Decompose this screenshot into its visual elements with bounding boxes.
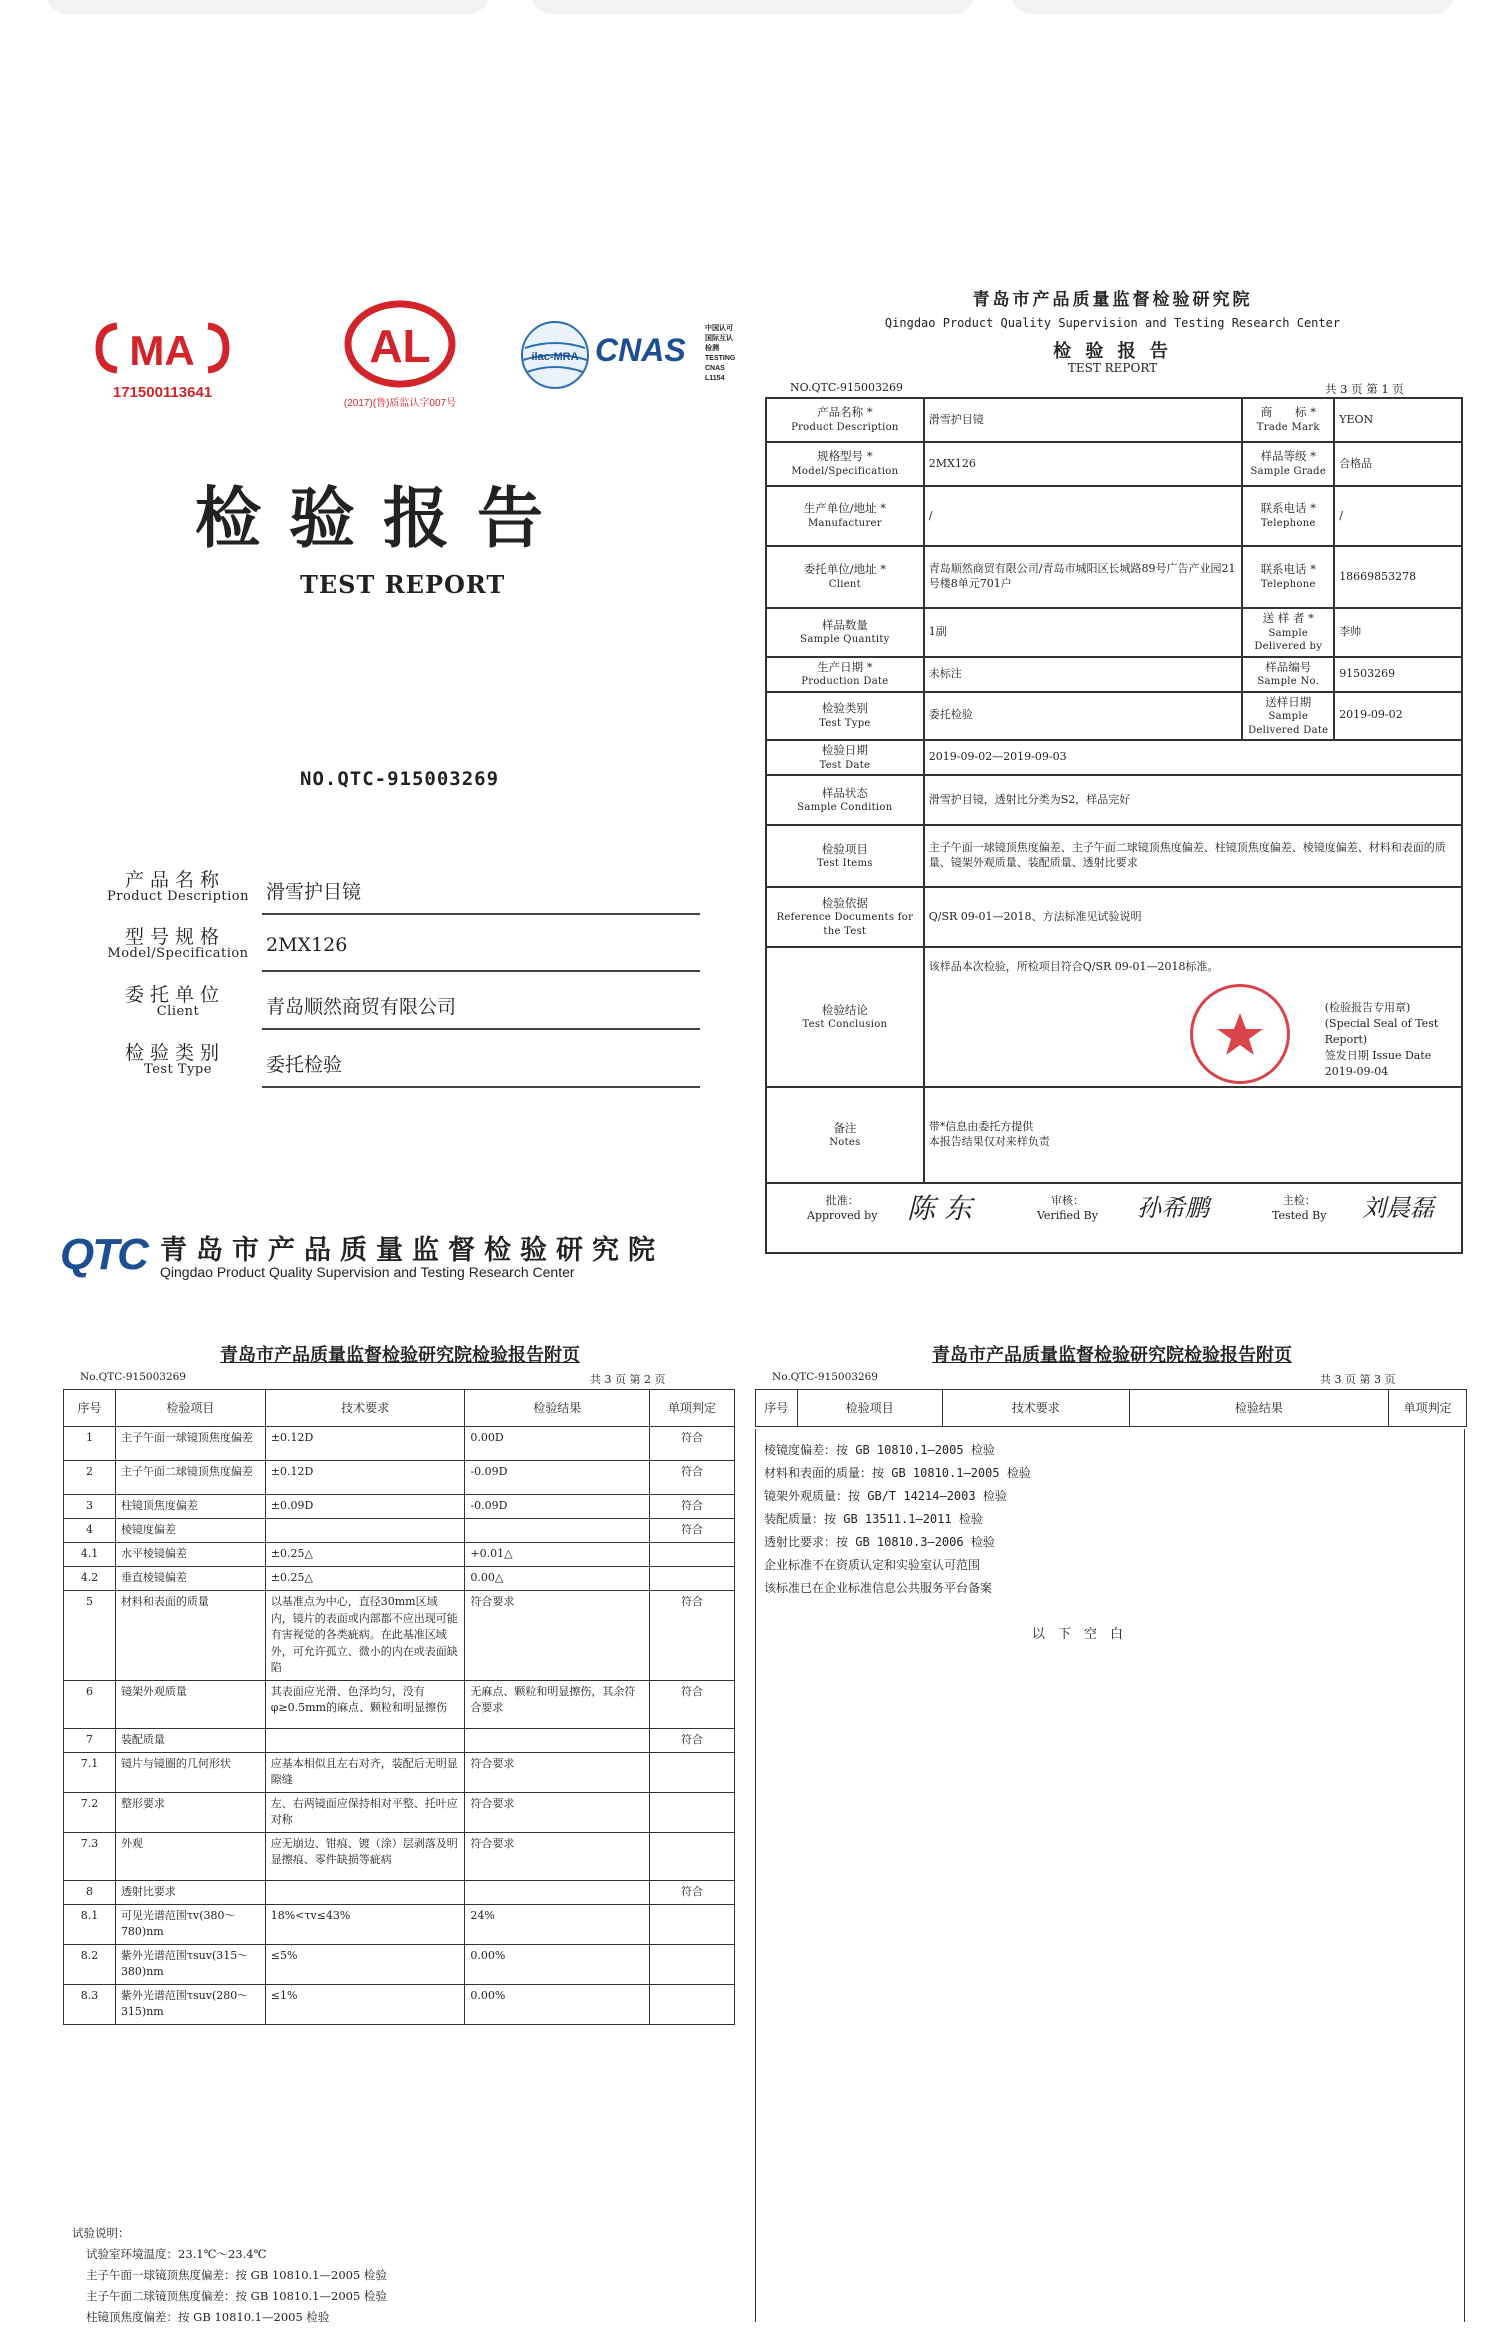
cma-icon [95,318,230,378]
label-cn: 检验项目 [821,841,868,856]
cma-number: 171500113641 [112,384,213,401]
label-cn: 样品数量 [821,617,868,632]
table-cell: 主子午面二球镜顶焦度偏差 [115,1461,265,1495]
cover-org-cn: 青岛市产品质量监督检验研究院 [160,1235,664,1266]
seal-line: 签发日期 Issue Date [1324,1049,1432,1063]
cell-value: 2MX126 [924,442,1243,486]
label-cn: 检验类别 [821,701,868,716]
cell-value: 李帅 [1334,608,1462,657]
cnas-line: 检测 [705,345,719,352]
cell-value: 2019-09-02—2019-09-03 [924,740,1462,775]
column-header: 检验项目 [797,1390,942,1427]
label-en: Sample Grade [1250,466,1327,477]
label-en: Sample Delivered Date [1248,711,1329,736]
table-cell: 紫外光谱范围τsuv(315～380)nm [115,1944,265,1984]
table-cell: 8.2 [64,1944,116,1984]
cal-logo [320,300,480,410]
field-value: 滑雪护目镜 [266,881,362,903]
seal-line: 2019-09-04 [1324,1065,1389,1079]
cell-value: 合格品 [1334,442,1462,486]
column-header: 单项判定 [1389,1390,1467,1427]
cell-label [1242,608,1334,657]
label-cn: 联系电话 * [1260,562,1316,577]
table-cell [265,1519,465,1543]
table-cell: 8.1 [64,1904,116,1944]
column-header: 检验结果 [465,1390,650,1427]
cover-page [60,280,750,1300]
label-en: Test Conclusion [802,1019,888,1031]
cell-label [766,887,924,947]
cell-value: 1副 [924,608,1243,657]
seal-line: (检验报告专用章) [1324,1001,1411,1015]
table-cell: 材料和表面的质量 [115,1591,265,1681]
cell-value: / [1334,486,1462,546]
table-cell: 外观 [115,1832,265,1880]
table-cell: 无麻点、颗粒和明显擦伤，其余符合要求 [465,1680,650,1728]
table-cell: -0.09D [465,1461,650,1495]
table-row [64,1427,735,1461]
table-cell [650,1567,735,1591]
label-cn: 送样日期 [1265,694,1312,709]
label-cn: 送 样 者 * [1262,611,1314,625]
table-row [64,1880,735,1904]
cell-label [766,442,924,486]
table-row [64,1792,735,1832]
top-tab-2[interactable] [530,0,975,14]
label-en: Verified By [1037,1208,1098,1222]
table-cell: 应基本相似且左右对齐，装配后无明显隙缝 [265,1752,465,1792]
label-en: Tested By [1272,1208,1327,1222]
att2-page: 共 3 页 第 3 页 [1320,1373,1396,1386]
label-en: Telephone [1260,518,1316,529]
cnas-line: CNAS L1154 [705,365,725,382]
table-cell: 镜架外观质量 [115,1680,265,1728]
table-cell: 透射比要求 [115,1880,265,1904]
table-cell [465,1880,650,1904]
table-cell: 符合要求 [465,1752,650,1792]
table-row [64,1461,735,1495]
cnas-text: CNAS [595,332,686,368]
column-header: 检验结果 [1129,1390,1388,1427]
cell-label [766,825,924,887]
cell-value: 2019-09-02 [1334,692,1462,741]
note-line: 柱镜顶焦度偏差：按 GB 10810.1—2005 检验 [86,2310,330,2324]
table-cell [265,1728,465,1752]
cell-label [766,608,924,657]
table-cell: 4 [64,1519,116,1543]
column-header: 序号 [756,1390,798,1427]
cell-value: 委托检验 [924,692,1243,741]
table-row [64,1519,735,1543]
table-cell: 可见光谱范围τv(380～780)nm [115,1904,265,1944]
cell-value: 滑雪护目镜，透射比分类为S2，样品完好 [924,775,1462,825]
att2-end: 以 下 空 白 [1032,1627,1124,1642]
label-cn: 主检： [1282,1194,1316,1208]
table-cell: 垂直棱镜偏差 [115,1567,265,1591]
report-table [765,397,1463,1254]
notes-title: 试验说明： [72,2226,130,2240]
att2-no: No.QTC-915003269 [772,1371,878,1383]
label-cn: 检验依据 [821,895,868,910]
cell-label [1242,546,1334,608]
field-sublabel: Client [156,1004,200,1019]
report-page-no: 共 3 页 第 1 页 [1325,382,1404,396]
table-cell: ≤1% [265,1984,465,2024]
column-header: 技术要求 [942,1390,1129,1427]
test-method-line: 该标准已在企业标准信息公共服务平台备案 [764,1581,993,1595]
tested-label [1272,1194,1326,1224]
cell-value: 滑雪护目镜 [924,398,1243,442]
qtc-logo: QTC [60,1230,147,1279]
star-icon [1193,987,1287,1081]
table-cell [650,1792,735,1832]
table-cell: ±0.12D [265,1461,465,1495]
label-cn: 检验结论 [821,1002,868,1017]
label-cn: 备注 [833,1120,857,1135]
cell-label [766,947,924,1087]
approved-signature: 陈 东 [907,1192,972,1226]
table-row [64,1591,735,1681]
cover-field-testtype [100,1038,700,1092]
field-label: 产品名称 [124,869,225,891]
note-line: 本报告结果仅对来样负责 [928,1135,1050,1149]
table-cell: 左、右两镜面应保持相对平整、托叶应对称 [265,1792,465,1832]
att2-title: 青岛市产品质量监督检验研究院检验报告附页 [932,1345,1292,1366]
field-value: 青岛顺然商贸有限公司 [266,996,457,1018]
report-page-1 [760,285,1465,1295]
cma-logo [95,318,230,408]
test-method-line: 企业标准不在资质认定和实验室认可范围 [764,1558,981,1572]
label-en: Product Description [791,422,899,433]
notes-cell [924,1087,1462,1183]
label-en: Model/Specification [791,466,899,477]
table-cell: 水平棱镜偏差 [115,1543,265,1567]
table-cell: 符合要求 [465,1591,650,1681]
label-cn: 联系电话 * [1260,501,1316,516]
signature-row [766,1183,1462,1253]
table-cell: 符合 [650,1427,735,1461]
label-en: Sample No. [1257,676,1320,688]
table-cell: 8 [64,1880,116,1904]
cell-label [1242,692,1334,741]
table-cell [650,1543,735,1567]
table-cell: ±0.25△ [265,1567,465,1591]
cnas-line: TESTING [705,355,736,362]
field-sublabel: Test Type [144,1062,212,1077]
label-cn: 规格型号 * [817,449,873,464]
table-cell: 应无崩边、钳痕、镀（涂）层剥落及明显擦痕、零件缺损等疵病 [265,1832,465,1880]
table-cell: 其表面应光滑、色泽均匀，没有φ≥0.5mm的麻点、颗粒和明显擦伤 [265,1680,465,1728]
test-method-line: 棱镜度偏差：按 GB 10810.1—2005 检验 [764,1443,995,1457]
label-en: Trade Mark [1256,422,1320,433]
cell-value: 未标注 [924,657,1243,692]
table-cell: 18%<τv≤43% [265,1904,465,1944]
cell-value: 青岛顺然商贸有限公司/青岛市城阳区长城路89号广告产业园21号楼8单元701户 [924,546,1243,608]
label-cn: 样品等级 * [1260,449,1316,464]
cal-icon [320,300,480,388]
table-cell: 4.1 [64,1543,116,1567]
table-cell: ±0.12D [265,1427,465,1461]
note-line: 主子午面二球镜顶焦度偏差：按 GB 10810.1—2005 检验 [86,2289,387,2303]
column-header: 单项判定 [650,1390,735,1427]
field-underline [262,913,700,915]
table-cell: 5 [64,1591,116,1681]
table-row [64,1984,735,2024]
table-cell [265,1880,465,1904]
table-cell: ±0.25△ [265,1543,465,1567]
cover-field-model [100,922,700,976]
label-cn: 商 标 * [1260,405,1316,420]
cover-field-client [100,980,700,1034]
label-en: Telephone [1260,579,1316,590]
cell-label [766,692,924,741]
test-method-line: 镜架外观质量：按 GB/T 14214—2003 检验 [764,1489,1007,1503]
test-method-line: 装配质量：按 GB 13511.1—2011 检验 [764,1512,983,1526]
label-en: Client [828,579,861,590]
cnas-line: 国际互认 [705,335,733,342]
table-cell [650,1904,735,1944]
cell-label [1242,442,1334,486]
label-cn: 样品状态 [821,785,868,800]
table-row [64,1944,735,1984]
seal-line: (Special Seal of Test Report) [1324,1017,1439,1047]
cell-label [766,486,924,546]
verified-label [1037,1194,1098,1224]
cell-value: Q/SR 09-01—2018、方法标准见试验说明 [924,887,1462,947]
table-cell: 符合 [650,1728,735,1752]
table-cell: 符合 [650,1495,735,1519]
table-cell [465,1519,650,1543]
att1-title: 青岛市产品质量监督检验研究院检验报告附页 [220,1345,580,1366]
label-cn: 生产日期 * [817,659,873,674]
field-sublabel: Model/Specification [107,946,249,961]
table-cell: 2 [64,1461,116,1495]
cover-title-en: TEST REPORT [300,570,506,599]
report-title-cn: 检 验 报 告 [1053,341,1172,362]
table-cell: 镜片与镜圈的几何形状 [115,1752,265,1792]
svg-text:MA: MA [129,327,195,374]
att1-no: No.QTC-915003269 [80,1371,186,1383]
label-cn: 批准： [825,1194,859,1208]
label-cn: 委托单位/地址 * [803,562,887,577]
table-row [64,1904,735,1944]
att1-notes [72,2223,387,2328]
table-cell: 符合 [650,1519,735,1543]
cell-value: YEON [1334,398,1462,442]
label-en: Test Items [817,858,873,870]
field-label: 委托单位 [124,984,225,1006]
att1-table [63,1389,735,2025]
cover-title-cn: 检验报告 [195,479,571,557]
table-cell: 0.00D [465,1427,650,1461]
conclusion-text: 该样品本次检验，所检项目符合Q/SR 09-01—2018标准。 [928,960,1219,974]
table-cell [650,1832,735,1880]
approved-label [807,1194,877,1224]
table-row [64,1543,735,1567]
label-en: Production Date [801,676,889,688]
label-en: Sample Condition [797,802,893,814]
table-row [64,1495,735,1519]
cover-org-en: Qingdao Product Quality Supervision and Testing Research Center [160,1264,575,1280]
table-cell: ≤5% [265,1944,465,1984]
table-cell: 7 [64,1728,116,1752]
cell-label [766,740,924,775]
field-label: 型号规格 [124,926,225,948]
table-cell: 柱镜顶焦度偏差 [115,1495,265,1519]
field-label: 检验类别 [124,1042,225,1064]
svg-text:ilac-MRA: ilac-MRA [531,351,579,363]
ilac-icon [515,320,595,390]
conclusion-cell [924,947,1462,1087]
report-no: NO.QTC-915003269 [790,381,903,394]
table-row [64,1680,735,1728]
table-cell: 棱镜度偏差 [115,1519,265,1543]
table-cell: 符合 [650,1880,735,1904]
cal-label: (2017)(鲁)质监认字007号 [343,398,457,409]
table-cell: 符合要求 [465,1832,650,1880]
label-en: Test Type [819,717,871,729]
table-cell: 8.3 [64,1984,116,2024]
column-header: 检验项目 [115,1390,265,1427]
attachment-page-2 [60,1335,740,2322]
red-seal-stamp [1190,984,1290,1084]
table-cell: 3 [64,1495,116,1519]
svg-text:AL: AL [369,320,431,372]
table-cell: 7.1 [64,1752,116,1792]
column-header: 序号 [64,1390,116,1427]
table-cell: 装配质量 [115,1728,265,1752]
label-cn: 产品名称 * [817,405,873,420]
table-cell: ±0.09D [265,1495,465,1519]
seal-text [1325,1000,1461,1080]
cell-label [766,546,924,608]
table-cell: 主子午面一球镜顶焦度偏差 [115,1427,265,1461]
label-cn: 生产单位/地址 * [803,501,887,516]
cell-label [766,657,924,692]
note-line: 试验室环境温度：23.1℃～23.4℃ [86,2247,267,2261]
table-cell: 以基准点为中心，直径30mm区域内，镜片的表面或内部都不应出现可能有害视觉的各类疵病。在此基准区域外，可允许孤立、微小的内在或表面缺陷 [265,1591,465,1681]
label-cn: 样品编号 [1265,659,1312,674]
cell-label [1242,398,1334,442]
label-en: Sample Delivered by [1254,627,1323,653]
note-line: 带*信息由委托方提供 [928,1120,1034,1134]
table-row [64,1728,735,1752]
table-cell: 符合要求 [465,1792,650,1832]
cell-value: 主子午面一球镜顶焦度偏差、主子午面二球镜顶焦度偏差、柱镜顶焦度偏差、棱镜度偏差、材料和表面的质量、镜架外观质量、装配质量、透射比要求 [924,825,1462,887]
cell-label [766,775,924,825]
table-cell: 7.3 [64,1832,116,1880]
cell-label [1242,657,1334,692]
cnas-logo [515,320,745,400]
report-org-cn: 青岛市产品质量监督检验研究院 [972,290,1253,310]
table-row [64,1752,735,1792]
label-en: Manufacturer [807,518,882,529]
table-cell: 24% [465,1904,650,1944]
label-en: Approved by [807,1208,878,1222]
table-cell [650,1944,735,1984]
cell-label [1242,486,1334,546]
label-cn: 检验日期 [821,743,868,758]
test-method-line: 材料和表面的质量：按 GB 10810.1—2005 检验 [764,1466,1031,1480]
table-cell [650,1752,735,1792]
field-value: 2MX126 [266,934,348,956]
tested-signature: 刘晨磊 [1362,1194,1434,1223]
label-en: Notes [829,1137,861,1149]
cell-value: 18669853278 [1334,546,1462,608]
cell-label [766,398,924,442]
table-cell [650,1984,735,2024]
table-cell: 紫外光谱范围τsuv(280～315)nm [115,1984,265,2024]
table-row [64,1832,735,1880]
table-cell: 符合 [650,1461,735,1495]
test-method-line: 透射比要求：按 GB 10810.3—2006 检验 [764,1535,995,1549]
att2-border [755,1429,1465,2322]
cnas-lines [705,324,745,384]
table-cell [465,1728,650,1752]
cell-value: 91503269 [1334,657,1462,692]
cnas-line: 中国认可 [705,325,733,332]
cover-field-product [100,865,700,919]
table-cell: 7.2 [64,1792,116,1832]
top-tab-3[interactable] [1010,0,1455,14]
label-en: Test Date [819,759,871,771]
field-sublabel: Product Description [107,889,249,904]
table-cell: 整形要求 [115,1792,265,1832]
verified-signature: 孙希鹏 [1137,1194,1209,1223]
field-underline [262,970,700,972]
label-en: Sample Quantity [800,634,890,646]
report-title-en: TEST REPORT [1067,361,1158,375]
table-row [64,1567,735,1591]
att2-table [755,1389,1467,1427]
table-cell: 0.00% [465,1984,650,2024]
table-cell: 6 [64,1680,116,1728]
field-value: 委托检验 [266,1054,343,1076]
table-cell: 符合 [650,1680,735,1728]
table-cell: 符合 [650,1591,735,1681]
att1-page: 共 3 页 第 2 页 [590,1373,666,1386]
cover-report-no: NO.QTC-915003269 [300,768,500,790]
table-cell: +0.01△ [465,1543,650,1567]
table-cell: 0.00△ [465,1567,650,1591]
field-underline [262,1086,700,1088]
label-cn: 审核： [1050,1194,1084,1208]
table-cell: 1 [64,1427,116,1461]
top-tab-1[interactable] [45,0,490,14]
column-header: 技术要求 [265,1390,465,1427]
attachment-page-3 [752,1335,1472,2322]
cell-label [766,1087,924,1183]
report-org-en: Qingdao Product Quality Supervision and Testing Research Center [884,316,1341,330]
table-cell: 4.2 [64,1567,116,1591]
table-cell: -0.09D [465,1495,650,1519]
table-cell: 0.00% [465,1944,650,1984]
field-underline [262,1028,700,1030]
note-line: 主子午面一球镜顶焦度偏差：按 GB 10810.1—2005 检验 [86,2268,387,2282]
label-en: Reference Documents for the Test [776,912,914,937]
cell-value: / [924,486,1243,546]
